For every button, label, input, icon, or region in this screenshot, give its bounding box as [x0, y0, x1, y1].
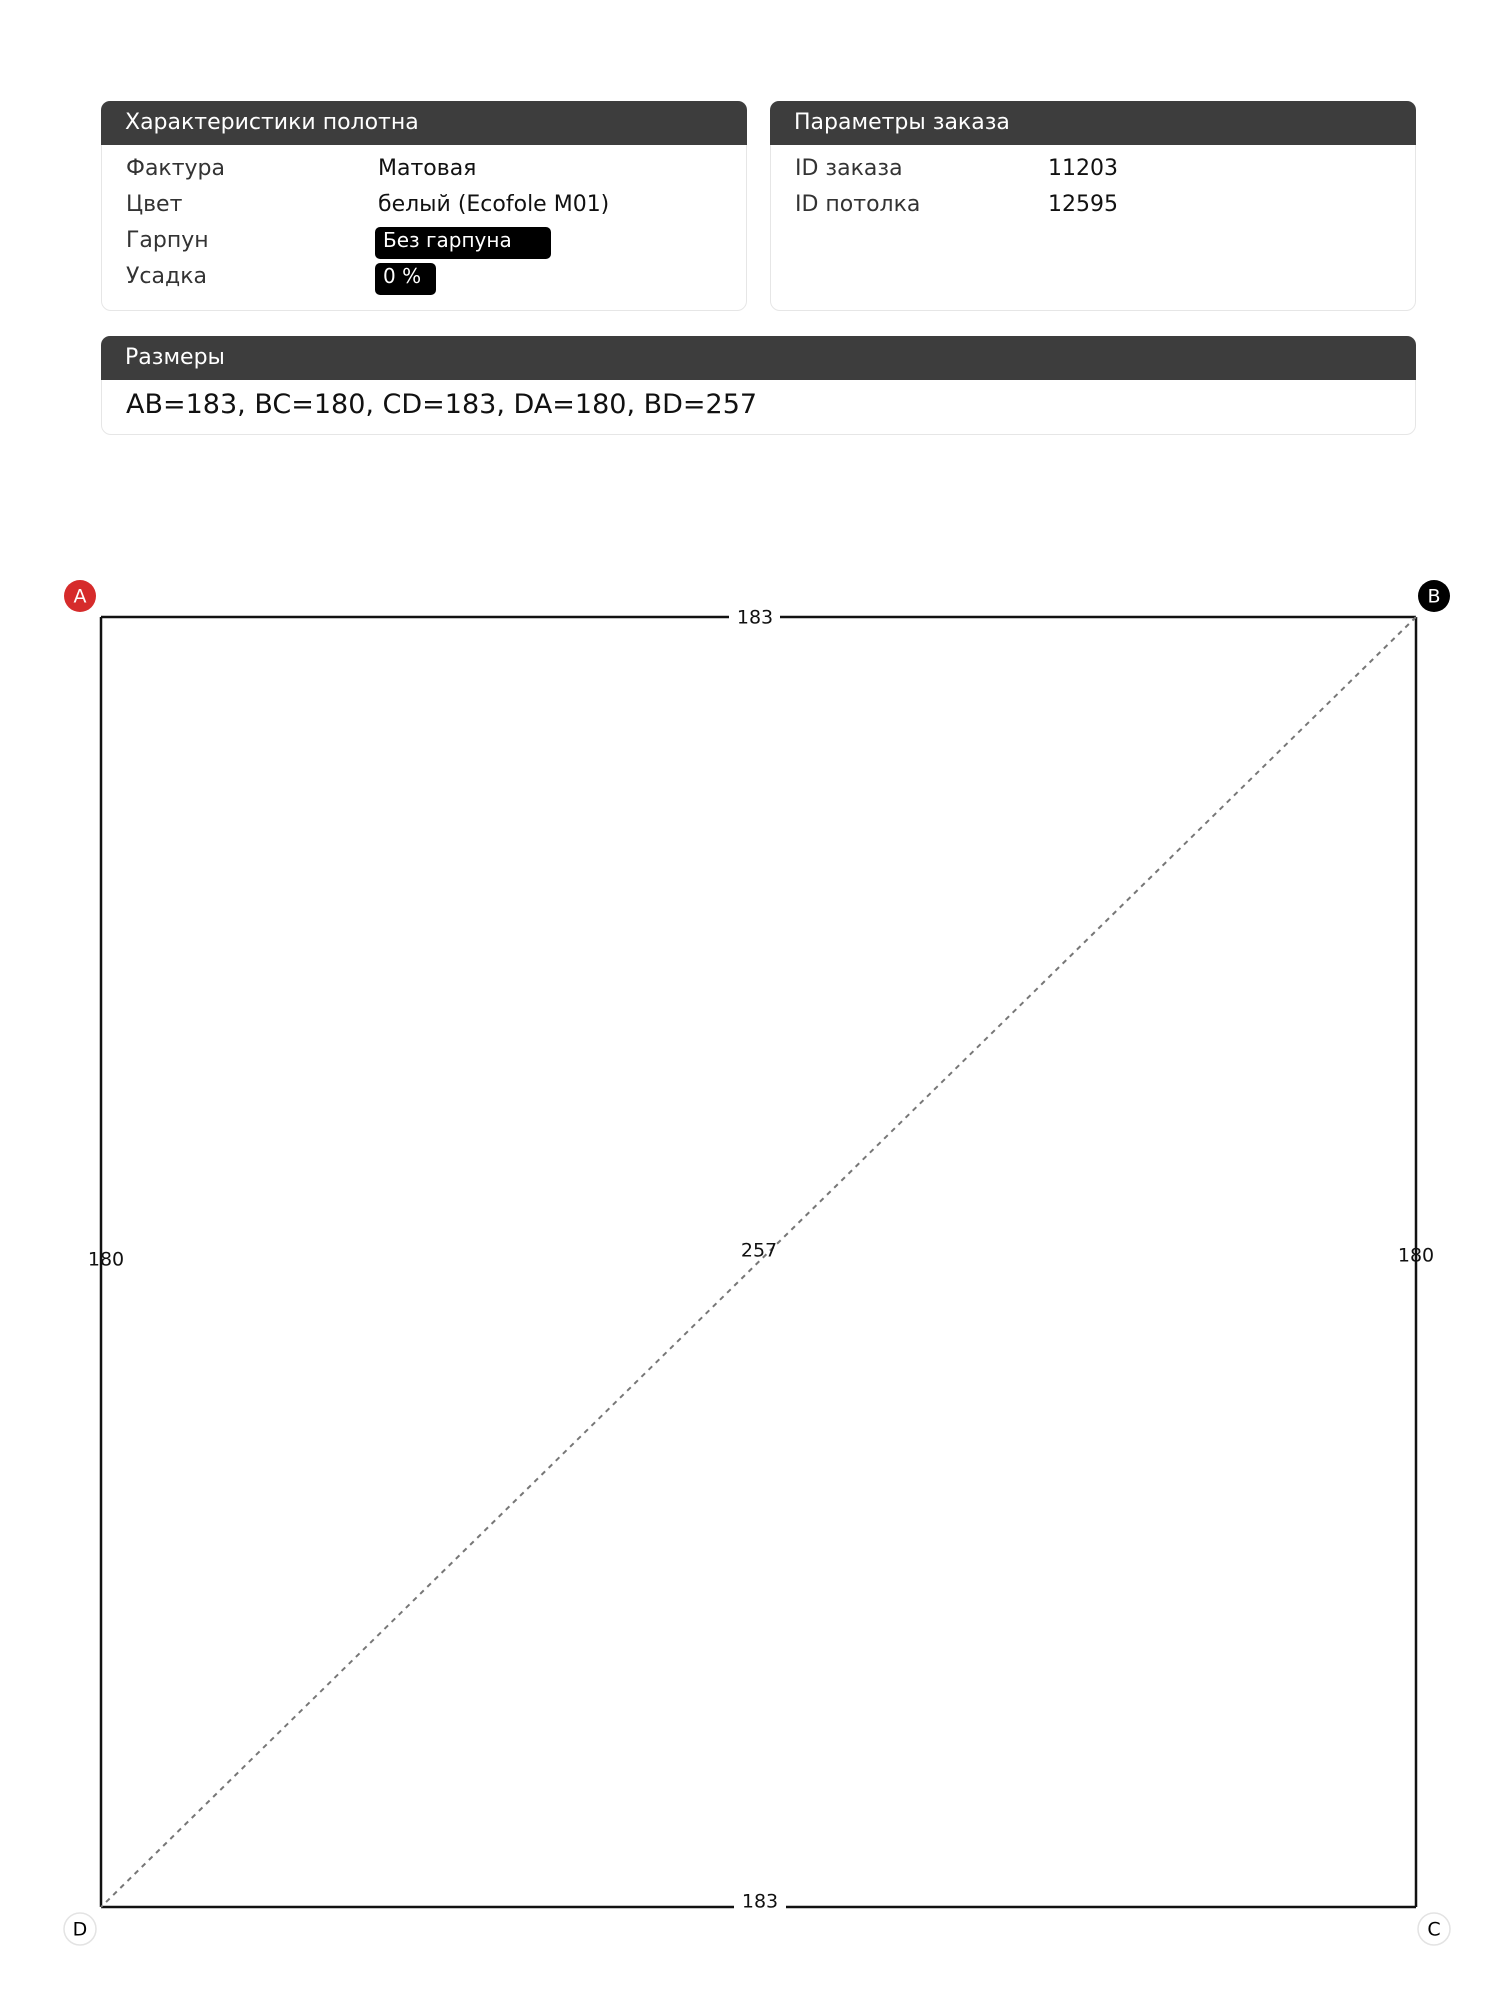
color-value: белый (Ecofole M01) — [378, 192, 610, 217]
vertex-c-label: C — [1427, 1918, 1441, 1941]
edge-ab-length: 183 — [736, 606, 774, 629]
edge-cd-length: 183 — [741, 1890, 779, 1913]
edge-bc-length: 180 — [1397, 1244, 1435, 1267]
texture-value: Матовая — [378, 156, 477, 181]
ceiling-id-label: ID потолка — [795, 192, 921, 217]
diagonal-bd-length: 257 — [740, 1239, 778, 1262]
texture-label: Фактура — [126, 156, 225, 181]
shrinkage-label: Усадка — [126, 264, 207, 289]
vertex-a-marker — [64, 580, 96, 612]
harpoon-value-badge: Без гарпуна — [375, 227, 551, 259]
harpoon-label: Гарпун — [126, 228, 209, 253]
diagonal-bd — [101, 617, 1416, 1907]
order-id-label: ID заказа — [795, 156, 903, 181]
vertex-d-marker — [64, 1913, 96, 1945]
vertex-d-label: D — [72, 1918, 88, 1941]
color-label: Цвет — [126, 192, 183, 217]
vertex-b-marker — [1418, 580, 1450, 612]
shrinkage-value-badge: 0 % — [375, 263, 436, 295]
vertex-c-marker — [1418, 1913, 1450, 1945]
canvas-characteristics-title: Характеристики полотна — [101, 101, 747, 145]
sizes-title: Размеры — [101, 336, 1416, 380]
order-parameters-title: Параметры заказа — [770, 101, 1416, 145]
sizes-summary: AB=183, BC=180, CD=183, DA=180, BD=257 — [126, 389, 758, 420]
edge-da-length: 180 — [87, 1248, 125, 1271]
ceiling-id-value: 12595 — [1048, 192, 1118, 217]
order-id-value: 11203 — [1048, 156, 1118, 181]
vertex-a-label: A — [73, 585, 87, 608]
vertex-b-label: B — [1427, 585, 1441, 608]
